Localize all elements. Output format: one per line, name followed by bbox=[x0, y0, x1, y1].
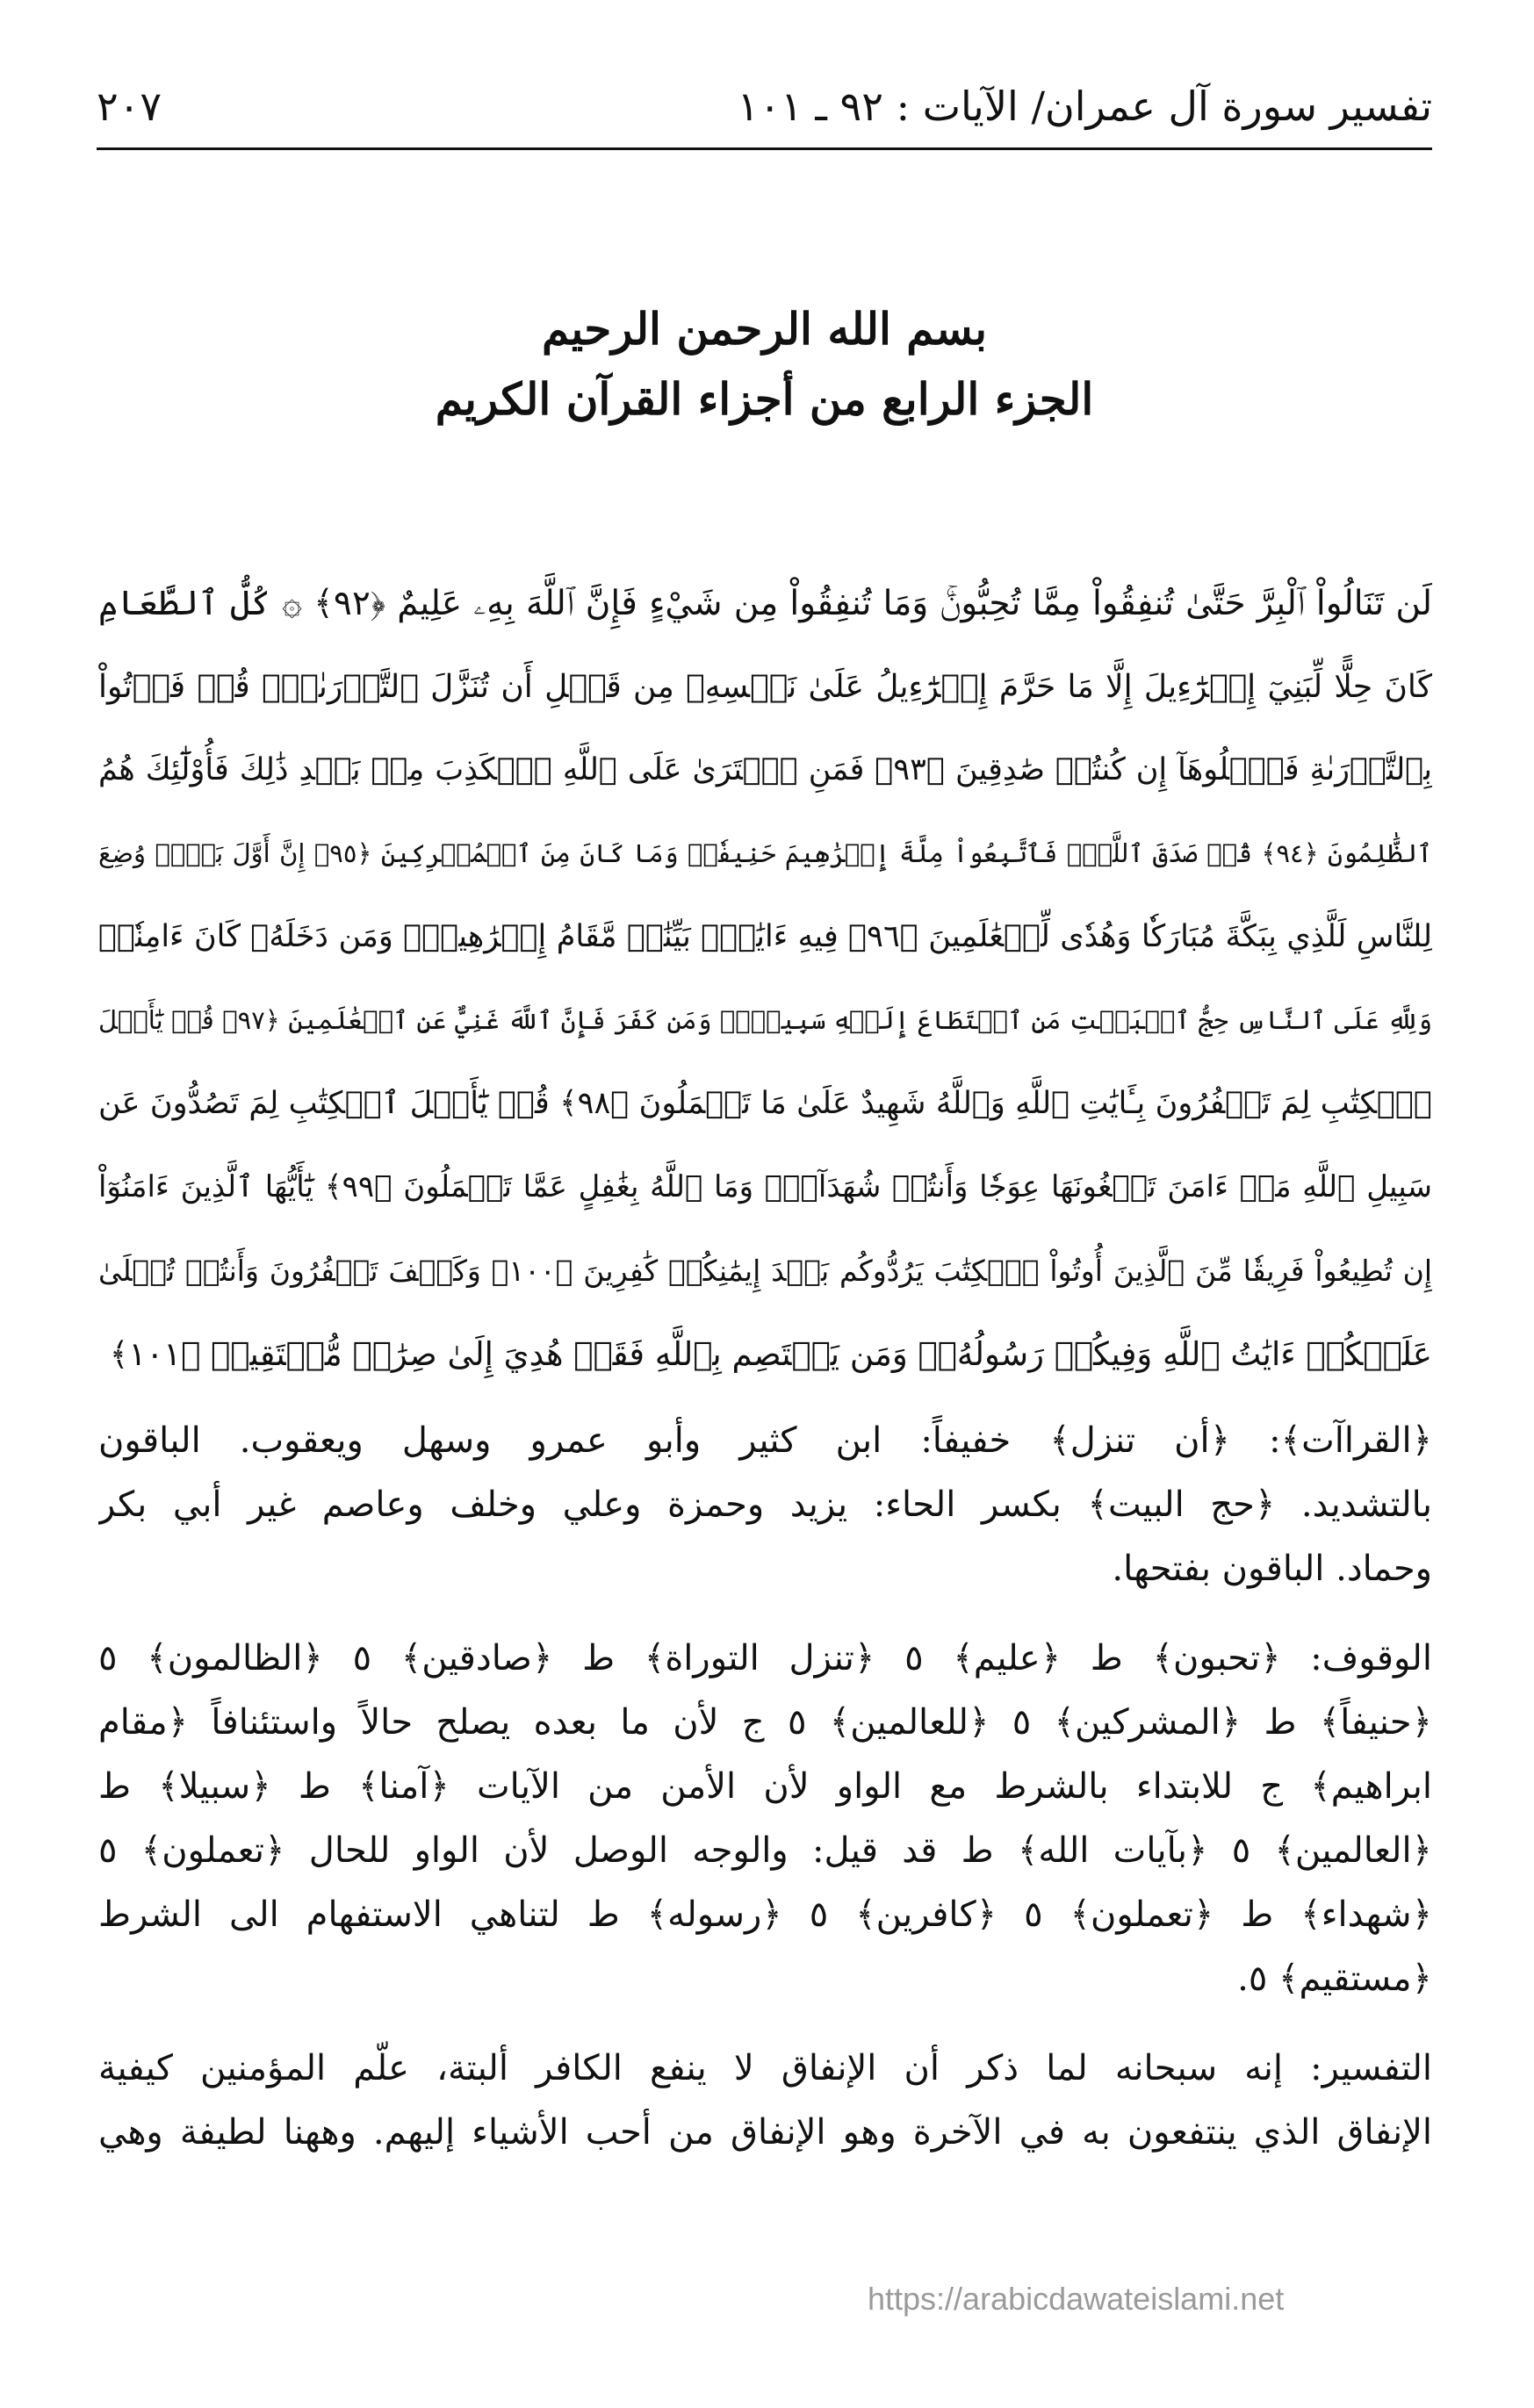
page-header bbox=[97, 77, 1432, 150]
wuquf-paragraph bbox=[98, 1627, 1432, 2011]
tafsir-line: الإنفاق الذي ينتفعون به في الآخرة وهو الإنفاق من أحب الأشياء إليهم. وههنا لطيفة وهي bbox=[98, 2112, 1432, 2153]
verse-line: لِلنَّاسِ لَلَّذِي بِبَكَّةَ مُبَارَكٗا وَهُدٗى لِّلۡعَٰلَمِينَ ﴿٩٦﴾ فِيهِ ءَايَٰتُۢ بَيِّنَٰتٞ مَّقَامُ إِبۡرَٰهِيمَۖ وَمَن دَخَلَهُۥ كَانَ ءَامِنٗاۗ bbox=[98, 919, 1432, 954]
page-number: ٢٠٧ bbox=[97, 83, 162, 130]
wuquf-line: ﴿حنيفاً﴾ ط ﴿المشركين﴾ ٥ ﴿للعالمين﴾ ٥ ج لأن ما بعده يصلح حالاً واستئنافاً ﴿مقام bbox=[98, 1702, 1432, 1743]
verse-line: بِٱلتَّوۡرَىٰةِ فَٱتۡلُوهَآ إِن كُنتُمۡ صَٰدِقِينَ ﴿٩٣﴾ فَمَنِ ٱفۡتَرَىٰ عَلَى ٱللَّهِ ٱلۡكَذِبَ مِنۢ بَعۡدِ ذَٰلِكَ فَأُوْلَٰٓئِكَ هُمُ bbox=[98, 752, 1432, 787]
verse-line: كَانَ حِلًّا لِّبَنِيٓ إِسۡرَٰٓءِيلَ إِلَّا مَا حَرَّمَ إِسۡرَٰٓءِيلُ عَلَىٰ نَفۡسِهِۦ مِن قَبۡلِ أَن تُنَزَّلَ ٱلتَّوۡرَىٰةُۗ قُلۡ فَأۡتُواْ bbox=[98, 669, 1432, 705]
verse-line: وَلِلَّهِ عَلَى ٱلنَّاسِ حِجُّ ٱلۡبَيۡتِ مَنِ ٱسۡتَطَاعَ إِلَيۡهِ سَبِيلٗاۚ وَمَن كَفَرَ فَإِنَّ ٱللَّهَ غَنِيٌّ عَنِ ٱلۡعَٰلَمِينَ ﴿٩٧﴾ قُلۡ يَٰٓأَهۡلَ bbox=[98, 1005, 1432, 1035]
tafsir-paragraph bbox=[98, 2037, 1432, 2165]
wuquf-line: ﴿مستقيم﴾ ٥. bbox=[1237, 1959, 1432, 1999]
wuquf-line: ﴿العالمين﴾ ٥ ﴿بآيات الله﴾ ط قد قيل: والوجه الوصل لأن الواو للحال ﴿تعملون﴾ ٥ bbox=[98, 1830, 1432, 1871]
verse-line: لَن تَنَالُواْ ٱلْبِرَّ حَتَّىٰ تُنفِقُواْ مِمَّا تُحِبُّونَۚ وَمَا تُنفِقُواْ مِن شَيْءٍ فَإِنَّ ٱللَّهَ بِهِۦ عَلِيمٌ ﴿٩٢﴾ ۞ كُلُّ ٱلطَّعَامِ bbox=[98, 584, 1432, 623]
watermark-url: https://arabicdawateislami.net bbox=[868, 2281, 1285, 2317]
qiraat-paragraph bbox=[98, 1409, 1432, 1601]
basmala: بسم الله الرحمن الرحيم bbox=[541, 303, 988, 355]
qiraat-line: وحماد. الباقون بفتحها. bbox=[1112, 1549, 1432, 1589]
verse-line: سَبِيلِ ٱللَّهِ مَنۡ ءَامَنَ تَبۡغُونَهَا عِوَجٗا وَأَنتُمۡ شُهَدَآءُۗ وَمَا ٱللَّهُ بِغَٰفِلٍ عَمَّا تَعۡمَلُونَ ﴿٩٩﴾ يَٰٓأَيُّهَا ٱلَّذِينَ ءَامَنُوٓاْ bbox=[98, 1169, 1432, 1204]
qiraat-line: بالتشديد. ﴿حج البيت﴾ بكسر الحاء: يزيد وحمزة وعلي وخلف وعاصم غير أبي بكر bbox=[98, 1484, 1432, 1525]
qiraat-line: ﴿القراآت﴾: ﴿أن تنزل﴾ خفيفاً: ابن كثير وأبو عمرو وسهل ويعقوب. الباقون bbox=[98, 1420, 1432, 1461]
verse-line: ٱلظَّٰلِمُونَ ﴿٩٤﴾ قُلۡ صَدَقَ ٱللَّهُۗ فَٱتَّبِعُواْ مِلَّةَ إِبۡرَٰهِيمَ حَنِيفٗاۖ وَمَا كَانَ مِنَ ٱلۡمُشۡرِكِينَ ﴿٩٥﴾ إِنَّ أَوَّلَ بَيۡتٖ وُضِعَ bbox=[98, 838, 1432, 868]
tafsir-line: التفسير: إنه سبحانه لما ذكر أن الإنفاق لا ينفع الكافر ألبتة، علّم المؤمنين كيفية bbox=[98, 2048, 1432, 2088]
verse-line: ٱلۡكِتَٰبِ لِمَ تَكۡفُرُونَ بِـَٔايَٰتِ ٱللَّهِ وَٱللَّهُ شَهِيدٌ عَلَىٰ مَا تَعۡمَلُونَ ﴿٩٨﴾ قُلۡ يَٰٓأَهۡلَ ٱلۡكِتَٰبِ لِمَ تَصُدُّونَ عَن bbox=[98, 1086, 1432, 1121]
verse-line: عَلَيۡكُمۡ ءَايَٰتُ ٱللَّهِ وَفِيكُمۡ رَسُولُهُۥۗ وَمَن يَعۡتَصِم بِٱللَّهِ فَقَدۡ هُدِيَ إِلَىٰ صِرَٰطٖ مُّسۡتَقِيمٖ ﴿١٠١﴾ bbox=[109, 1335, 1432, 1373]
running-title: تفسير سورة آل عمران/ الآيات : ٩٢ ـ ١٠١ bbox=[737, 83, 1432, 130]
verse-line: إِن تُطِيعُواْ فَرِيقٗا مِّنَ ٱلَّذِينَ أُوتُواْ ٱلۡكِتَٰبَ يَرُدُّوكُم بَعۡدَ إِيمَٰنِكُمۡ كَٰفِرِينَ ﴿١٠٠﴾ وَكَيۡفَ تَكۡفُرُونَ وَأَنتُمۡ تُتۡلَىٰ bbox=[98, 1254, 1432, 1288]
part-title: الجزء الرابع من أجزاء القرآن الكريم bbox=[435, 373, 1094, 425]
wuquf-line: ﴿شهداء﴾ ط ﴿تعملون﴾ ٥ ﴿كافرين﴾ ٥ ﴿رسوله﴾ ط لتناهي الاستفهام الى الشرط bbox=[98, 1894, 1432, 1935]
quran-verses bbox=[98, 562, 1432, 1396]
wuquf-line: ابراهيم﴾ ج للابتداء بالشرط مع الواو لأن الأمن من الآيات ﴿آمنا﴾ ط ﴿سبيلا﴾ ط bbox=[98, 1766, 1432, 1807]
wuquf-line: الوقوف: ﴿تحبون﴾ ط ﴿عليم﴾ ٥ ﴿تنزل التوراة﴾ ط ﴿صادقين﴾ ٥ ﴿الظالمون﴾ ٥ bbox=[98, 1638, 1432, 1678]
